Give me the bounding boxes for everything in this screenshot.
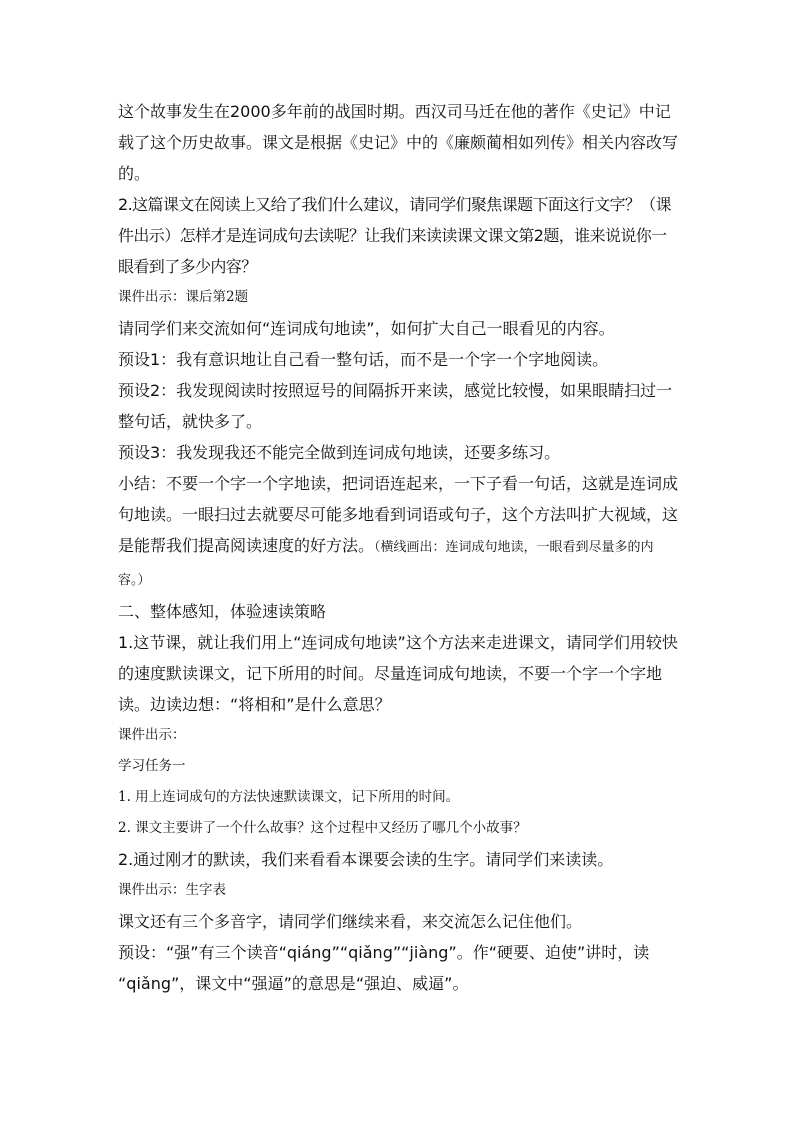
document-body bbox=[118, 96, 678, 999]
paragraph-story-background: 这个故事发生在2000多年前的战国时期。西汉司马迁在他的著作《史记》中记载了这个历史故事。课文是根据《史记》中的《廉颇蔺相如列传》相关内容改写的。 bbox=[118, 102, 679, 183]
learning-task-title: 学习任务一 bbox=[118, 758, 186, 774]
paragraph-preset-2: 预设2：我发现阅读时按照逗号的间隔拆开来读，感觉比较慢，如果眼睛扫过一整句话，就快多了。 bbox=[118, 381, 673, 431]
summary-underline-note: （横线画出：连词成句地读，一眼看到尽量多的内容。） bbox=[118, 540, 654, 588]
courseware-note-character-table: 课件出示：生字表 bbox=[118, 882, 226, 898]
paragraph-summary bbox=[118, 468, 678, 596]
paragraph-silent-reading: 1.这节课，就让我们用上“连词成句地读”这个方法来走进课文，请同学们用较快的速度默读课文，记下所用的时间。尽量连词成句地读，不要一个字一个字地读。边读边想：“将相和”是什么意思？ bbox=[118, 633, 678, 714]
paragraph-polyphonic: 课文还有三个多音字，请同学们继续来看，来交流怎么记住他们。 bbox=[118, 912, 583, 931]
summary-text: 小结：不要一个字一个字地读，把词语连起来，一下子看一句话，这就是连词成句地读。一眼扫过去就要尽可能多地看到词语或句子，这个方法叫扩大视域，这是能帮我们提高阅读速度的好方法。 bbox=[118, 474, 679, 555]
learning-task-item-1: 1. 用上连词成句的方法快速默读课文，记下所用的时间。 bbox=[118, 789, 460, 805]
paragraph-polyphonic-preset: 预设：“强”有三个读音“qiáng”“qiǎng”“jiàng”。作“硬要、迫使”讲时，读 “qiǎng”，课文中“强逼”的意思是“强迫、威逼”。 bbox=[118, 943, 650, 993]
paragraph-new-characters: 2.通过刚才的默读，我们来看看本课要会读的生字。请同学们来读读。 bbox=[118, 850, 614, 869]
section-heading-overall-perception: 二、整体感知，体验速读策略 bbox=[118, 602, 327, 621]
paragraph-exchange: 请同学们来交流如何“连词成句地读”，如何扩大自己一眼看见的内容。 bbox=[118, 319, 615, 338]
courseware-note-question2: 课件出示：课后第2题 bbox=[118, 289, 249, 305]
courseware-note-label: 课件出示： bbox=[118, 727, 186, 743]
paragraph-preset-1: 预设1：我有意识地让自己看一整句话，而不是一个字一个字地阅读。 bbox=[118, 350, 609, 369]
paragraph-preset-3: 预设3：我发现我还不能完全做到连词成句地读，还要多练习。 bbox=[118, 443, 561, 462]
learning-task-item-2: 2. 课文主要讲了一个什么故事？这个过程中又经历了哪几个小故事？ bbox=[118, 820, 527, 836]
paragraph-reading-suggestion: 2.这篇课文在阅读上又给了我们什么建议，请同学们聚焦课题下面这行文字？（课件出示）怎样才是连词成句去读呢？让我们来读读课文课文第2题，谁来说说你一眼看到了多少内容？ bbox=[118, 195, 672, 276]
